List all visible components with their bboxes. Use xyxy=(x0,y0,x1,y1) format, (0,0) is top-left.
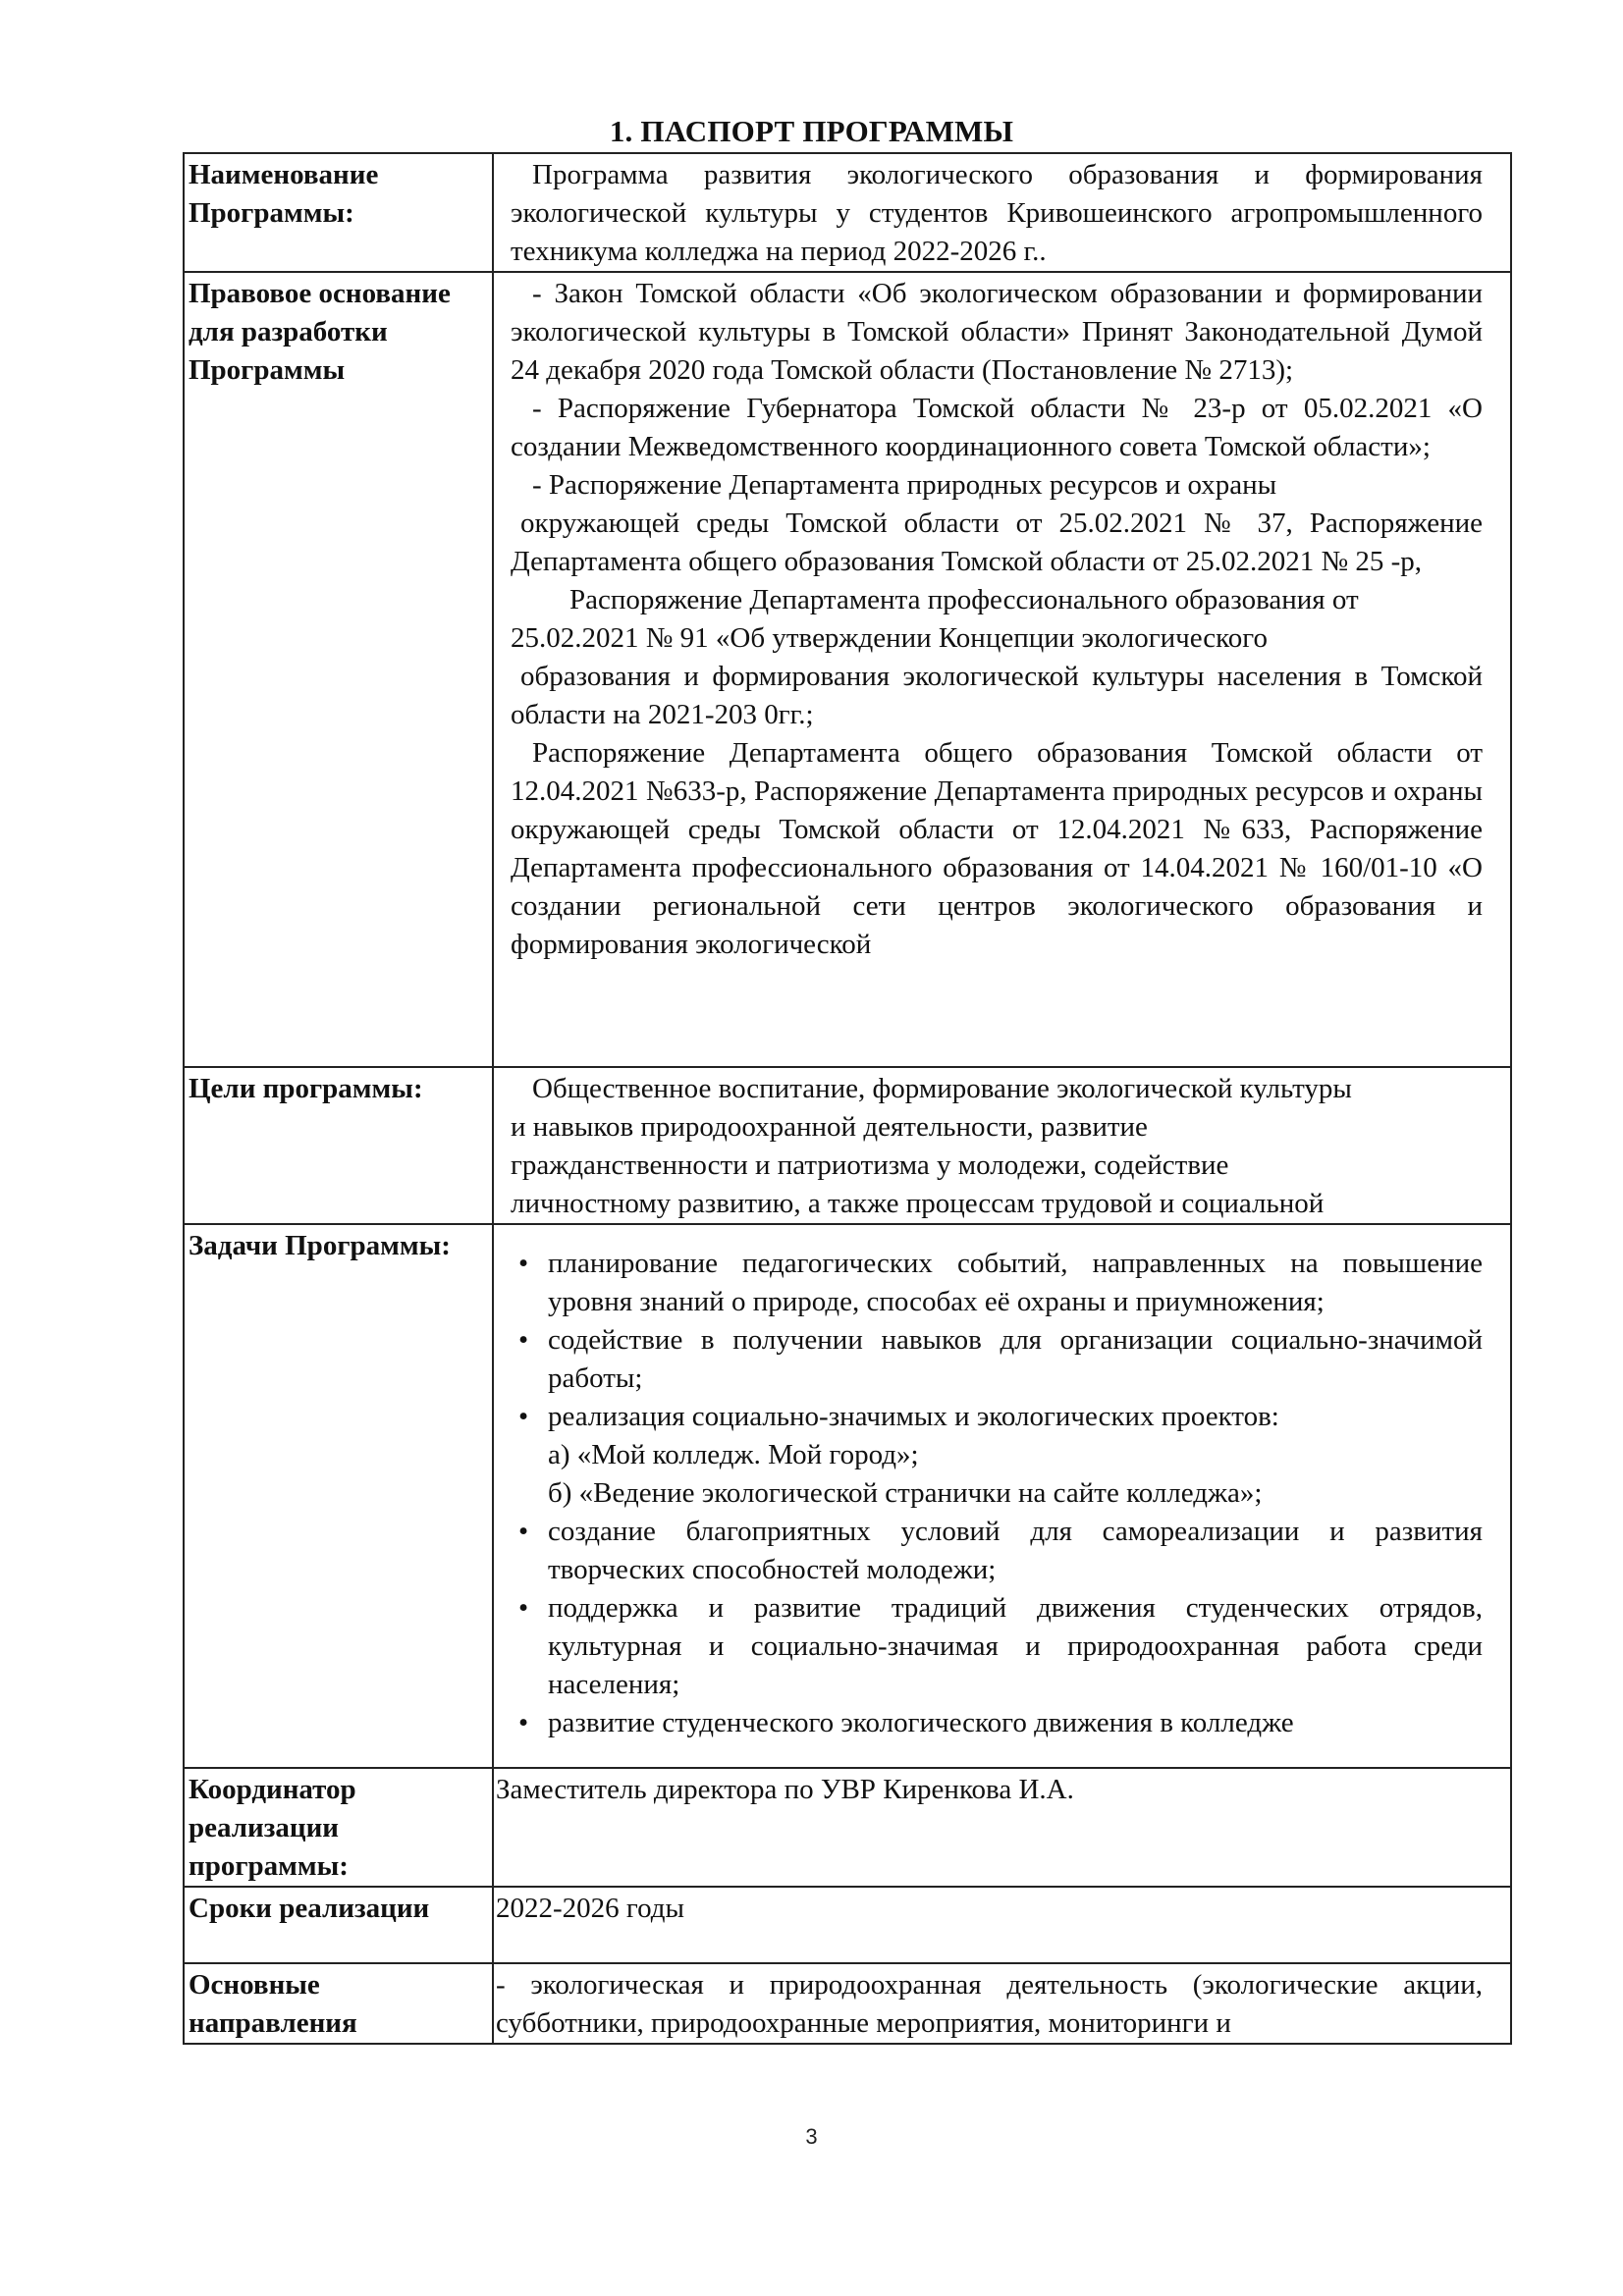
goals-line: гражданственности и патриотизма у молодежи, содействие xyxy=(511,1149,1229,1181)
row-content-terms xyxy=(493,1887,1511,1963)
row-label-legal: Правовое основание для разработки Программы xyxy=(184,272,493,1067)
bullet-icon: • xyxy=(518,1401,529,1432)
passport-table xyxy=(183,152,1512,2045)
row-label-tasks: Задачи Программы: xyxy=(184,1224,493,1768)
bullet-icon: • xyxy=(518,1516,529,1547)
row-content-name xyxy=(493,153,1511,272)
row-content-coordinator xyxy=(493,1768,1511,1887)
legal-paragraph: - Распоряжение Департамента природных ресурсов и охраны xyxy=(532,469,1277,501)
bullet-icon: • xyxy=(518,1248,529,1279)
bullet-icon: • xyxy=(518,1592,529,1624)
list-item xyxy=(511,1513,1483,1589)
row-content-legal xyxy=(493,272,1511,1067)
tasks-list xyxy=(511,1245,1483,1742)
legal-paragraph: Распоряжение Департамента общего образования Томской области от 12.04.2021 №633-р, Распоряжение Департамента природных ресурсов и охраны окружающей среды Томской области от 12.04.2021 №633, Распоряжение Департамента профессионального образования от 14.04.2021 № 160/01-10 «О создании региональной сети центров экологического образования и формирования экологической xyxy=(511,737,1483,960)
table-row-legal xyxy=(184,272,1511,1067)
task-text: содействие в получении навыков для организации социально-значимой работы; xyxy=(548,1324,1483,1394)
list-item xyxy=(511,1398,1483,1436)
legal-paragraph: 25.02.2021 № 91 «Об утверждении Концепции экологического xyxy=(511,622,1268,654)
table-row-terms xyxy=(184,1887,1511,1963)
legal-paragraph: образования и формирования экологической культуры населения в Томской области на 2021-203 0гг.; xyxy=(511,661,1483,730)
table-row-directions xyxy=(184,1963,1511,2044)
task-sub-item: б) «Ведение экологической странички на сайте колледжа»; xyxy=(548,1477,1263,1509)
terms-text: 2022-2026 годы xyxy=(496,1893,684,1924)
bullet-icon: • xyxy=(518,1707,529,1738)
list-item xyxy=(511,1589,1483,1704)
page-title: 1. ПАСПОРТ ПРОГРАММЫ xyxy=(609,114,1014,148)
row-content-tasks xyxy=(493,1224,1511,1768)
legal-paragraph: окружающей среды Томской области от 25.02.2021 № 37, Распоряжение Департамента общего образования Томской области от 25.02.2021 № 25 -р, xyxy=(511,507,1483,577)
table-row-goals xyxy=(184,1067,1511,1224)
task-sub-item: а) «Мой колледж. Мой город»; xyxy=(548,1439,919,1470)
table-row-coordinator xyxy=(184,1768,1511,1887)
page-number: 3 xyxy=(805,2124,818,2149)
goals-line: личностному развитию, а также процессам трудовой и социальной xyxy=(511,1188,1325,1219)
list-item xyxy=(511,1321,1483,1398)
task-text: планирование педагогических событий, направленных на повышение уровня знаний о природе, способах её охраны и приумножения; xyxy=(548,1248,1483,1317)
legal-paragraph: Распоряжение Департамента профессионального образования от xyxy=(569,584,1359,615)
row-label-directions: Основные направления xyxy=(184,1963,493,2044)
task-text: развитие студенческого экологического движения в колледже xyxy=(548,1707,1294,1738)
row-label-name: Наименование Программы: xyxy=(184,153,493,272)
bullet-icon: • xyxy=(518,1324,529,1356)
coordinator-text: Заместитель директора по УВР Киренкова И.А. xyxy=(496,1774,1074,1805)
program-name-text: Программа развития экологического образования и формирования экологической культуры у студентов Кривошеинского агропромышленного техникума колледжа на период 2022-2026 г.. xyxy=(511,159,1483,267)
goals-line: и навыков природоохранной деятельности, развитие xyxy=(511,1111,1148,1143)
list-item xyxy=(511,1704,1483,1742)
row-content-directions xyxy=(493,1963,1511,2044)
row-label-coordinator: Координатор реализации программы: xyxy=(184,1768,493,1887)
goals-line: Общественное воспитание, формирование экологической культуры xyxy=(532,1073,1352,1104)
list-item xyxy=(511,1245,1483,1321)
row-label-goals: Цели программы: xyxy=(184,1067,493,1224)
table-row-name xyxy=(184,153,1511,272)
directions-text: - экологическая и природоохранная деятельность (экологические акции, субботники, природоохранные мероприятия, мониторинги и xyxy=(496,1969,1483,2039)
legal-paragraph: - Закон Томской области «Об экологическом образовании и формировании экологической культуры в Томской области» Принят Законодательной Думой 24 декабря 2020 года Томской области (Постановление № 2713); xyxy=(511,278,1483,386)
row-label-terms: Сроки реализации xyxy=(184,1887,493,1963)
table-row-tasks xyxy=(184,1224,1511,1768)
row-content-goals xyxy=(493,1067,1511,1224)
task-text: реализация социально-значимых и экологических проектов: xyxy=(548,1401,1279,1432)
task-text: поддержка и развитие традиций движения студенческих отрядов, культурная и социально-значимая и природоохранная работа среди населения; xyxy=(548,1592,1483,1700)
task-text: создание благоприятных условий для самореализации и развития творческих способностей молодежи; xyxy=(548,1516,1483,1585)
legal-paragraph: - Распоряжение Губернатора Томской области № 23-р от 05.02.2021 «О создании Межведомственного координационного совета Томской области»; xyxy=(511,393,1483,462)
